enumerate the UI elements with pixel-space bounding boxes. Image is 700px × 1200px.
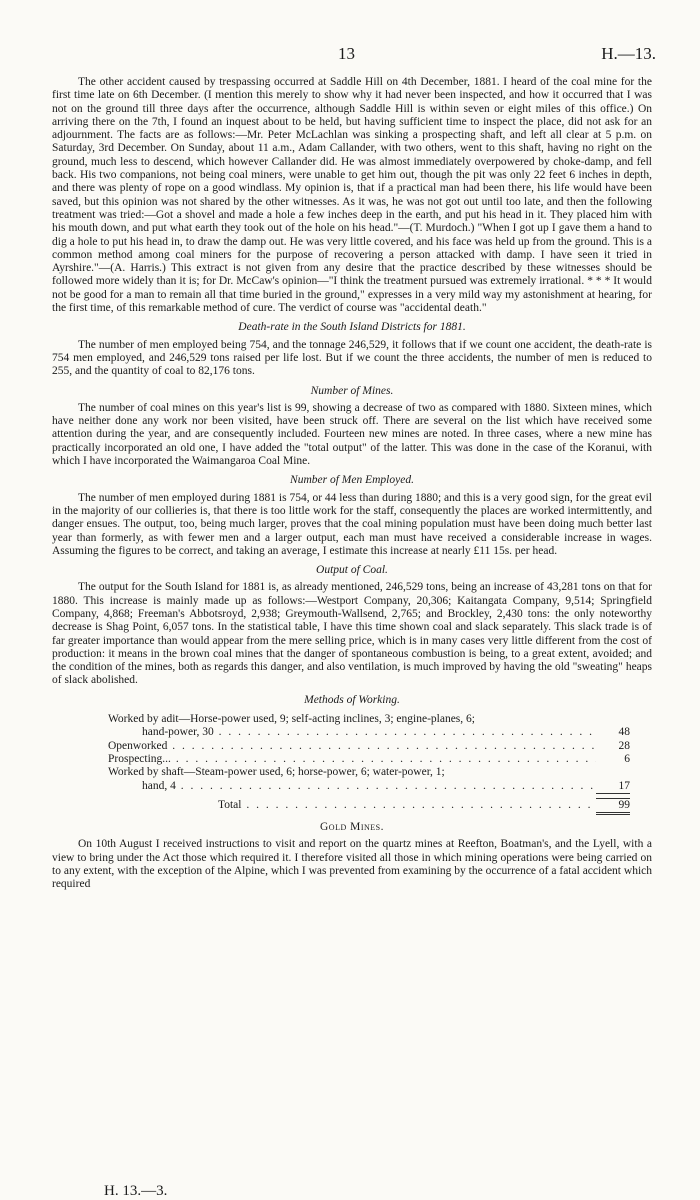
paragraph-output-of-coal: The output for the South Island for 1881 is, as already mentioned, 246,529 tons, being an increase of 43,281 tons on that for 1880. This increase is mainly made up as follows:—Westport Company, 20,306; Kaitangata Company, 9,514; Springfield Company, 4,868; Freeman's Abbotsroyd, 2,938; Greymouth-Wallsend, 2,765; and Brockley, 2,430 tons: the only noteworthy decrease is Shag Point, 6,057 tons. In the statistical table, I have this time shown coal and slack separately. This slack trade is of far greater importance than would appear from the mere selling price, which is in many cases very little different from the cost of production: it means in the brown coal mines that the danger of spontaneous combustion is being, to a great extent, avoided; and the condition of the mines, both as regards this danger, and also ventilation, is much improved by having the old "sweating" heaps of slack abolished. <box>52 581 652 687</box>
paragraph-death-rate: The number of men employed being 754, and the tonnage 246,529, it follows that if we count one accident, the death-rate is 754 men employed, and 246,529 tons raised per life lost. But if we count the three accidents, the number of men is reduced to 255, and the quantity of coal to 82,176 tons. <box>52 338 652 378</box>
document-code: H.—13. <box>601 44 656 63</box>
methods-row-prospecting: Prospecting... . . . 6 <box>108 753 652 766</box>
methods-row-shaft: Worked by shaft—Steam-power used, 6; horse-power, 6; water-power, 1; <box>108 766 445 779</box>
footer-code: H. 13.—3. <box>104 1183 168 1199</box>
paragraph-saddle-hill-accident: The other accident caused by trespassing occurred at Saddle Hill on 4th December, 1881. I heard of the coal mine for the first time late on 6th December. (I mention this merely to show why it had never been inspected, and how it occurred that I was not on the ground till three days after the occurrence, although Saddle Hill is within seven or eight miles of this office.) On arriving there on the 7th, I found an inquest about to be held, but having sufficient time to inspect the place, did not ask for an adjournment. The facts are as follows:—Mr. Peter McLachlan was sinking a prospecting shaft, and left all clear at 5 p.m. on Saturday, 3rd December. On Sunday, about 11 a.m., Adam Callander, with two others, went to this shaft, having no right on the ground, much less to descend, which however Callander did. He was almost immediately overpowered by choke-damp, and fell back. His two companions, not being coal miners, were unable to get him out, though the pit was only 22 feet 6 inches in depth, and there was plenty of rope on a good windlass. My opinion is, that if a practical man had been there, his life would have been saved, but this opinion was not shared by the other witnesses. As it was, he was not got out until too late, and then the following treatment was tried:—Got a shovel and made a hole a few inches deep in the earth, and put his head in it. They placed him with his mouth down, and put what earth they took out of the hole on his head."—(T. Murdoch.) "When I got up I gave them a hand to dig a hole to put his head in, to draw the damp out. He was very little covered, and his face was held up from the ground. This is a common method among coal miners for the purpose of recovering a person attacked with damp. I have seen it tried in Ayrshire."—(A. Harris.) This extract is not given from any desire that the practice described by these witnesses should be followed more widely than it is; for Dr. McCaw's opinion—"I think the treatment pursued was extremely irrational. * * * It would not be good for a man to remain all that time buried in the ground," expresses in a very mild way my astonishment at hearing, for the first time, of this remarkable method of cure. The verdict of course was "accidental death." <box>52 76 652 315</box>
methods-value-shaft: 17 <box>596 780 630 794</box>
paragraph-gold-mines: On 10th August I received instructions to visit and report on the quartz mines at Reefton, Boatman's, and the Lyell, with a view to bring under the Act those which required it. I therefore visited all those in which mining operations were being carried on to any extent, with the exception of the Alpine, which I was prevented from examining by the occurrence of a fatal accident which required <box>52 838 652 891</box>
methods-row-total: Total . . . 99 <box>108 798 652 815</box>
methods-row-shaft-cont: hand, 4 . . . 17 <box>108 780 652 794</box>
heading-gold-mines: Gold Mines. <box>320 821 384 834</box>
page-header <box>0 44 700 64</box>
methods-value-adit: 48 <box>618 726 630 739</box>
heading-methods-of-working: Methods of Working. <box>304 693 400 706</box>
paragraph-number-of-mines: The number of coal mines on this year's list is 99, showing a decrease of two as compared with 1880. Sixteen mines, which have neither done any work nor been visited, have been struck off. There are several on the list which have received some attention during the year, and are consequently included. Fourteen new mines are noted. In three cases, where a new mine has practically incorporated an old one, I have added the "total output" of the latter. This was done in the case of the Koranui, with which I have incorporated the Waimangaroa Coal Mine. <box>52 401 652 468</box>
methods-of-working-table <box>52 713 652 815</box>
methods-value-prospecting: 6 <box>624 752 630 765</box>
page-number: 13 <box>338 44 355 63</box>
methods-row-adit-cont: hand-power, 30 . . . 48 <box>108 726 652 739</box>
methods-value-total: 99 <box>596 798 630 815</box>
heading-output-of-coal: Output of Coal. <box>316 564 388 577</box>
document-body <box>52 76 652 892</box>
methods-value-openworked: 28 <box>618 739 630 752</box>
heading-death-rate: Death-rate in the South Island Districts for 1881. <box>238 321 466 334</box>
heading-number-of-mines: Number of Mines. <box>310 384 394 397</box>
heading-men-employed: Number of Men Employed. <box>290 474 414 487</box>
methods-row-openworked: Openworked . . . 28 <box>108 740 652 753</box>
paragraph-men-employed: The number of men employed during 1881 is 754, or 44 less than during 1880; and this is a very good sign, for the great evil in the majority of our collieries is, that there is too little work for the staff, consequently the places are worked intermittently, and danger ensues. The output, too, being much larger, proves that the coal mining population must have been doing much better last year than formerly, as with fewer men and a larger output, each man must have received a considerable increase in wages. Assuming the figures to be correct, and taking an average, I estimate this increase at nearly £11 15s. per head. <box>52 491 652 557</box>
methods-row-adit: Worked by adit—Horse-power used, 9; self-acting inclines, 3; engine-planes, 6; <box>108 713 475 726</box>
